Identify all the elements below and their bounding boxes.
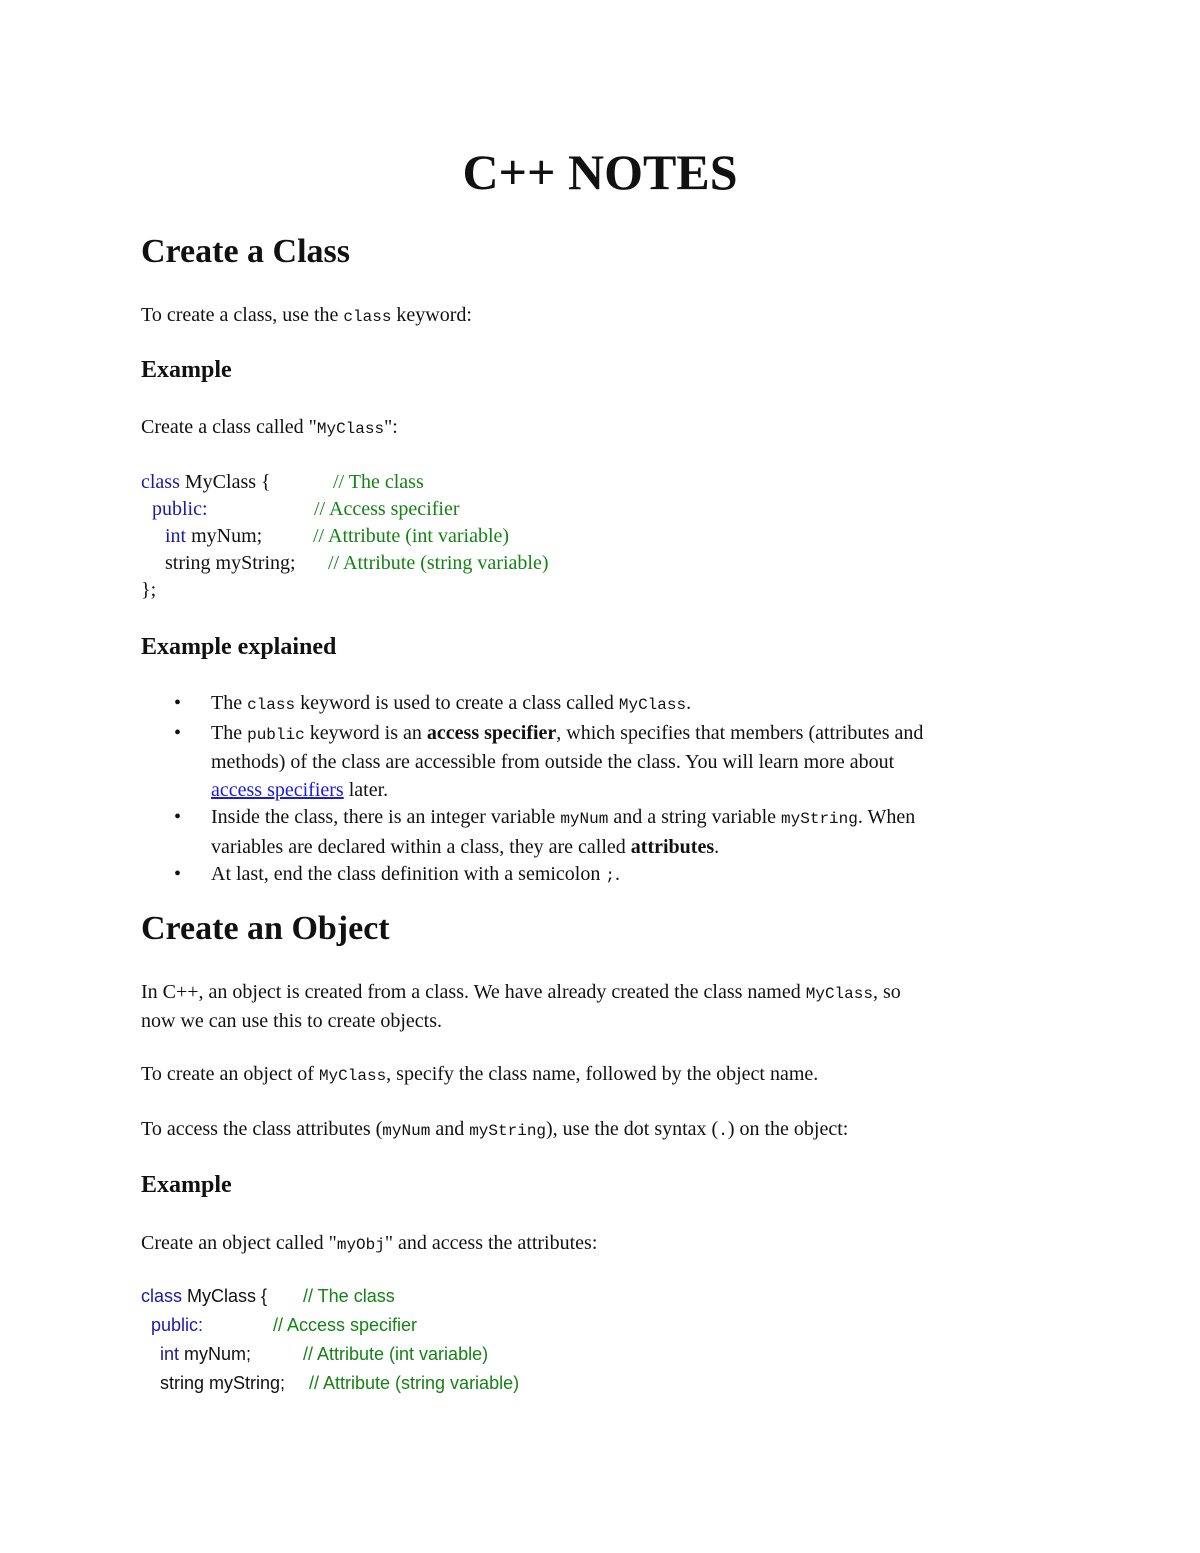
heading-create-a-class: Create a Class [141, 233, 350, 270]
code-line: string myString; // Attribute (string variable) [141, 1369, 285, 1398]
example-heading-2: Example [141, 1172, 232, 1198]
code-comment: // Attribute (string variable) [309, 1373, 520, 1393]
intro-paragraph: To create a class, use the class keyword: [141, 304, 472, 326]
example-caption-2: Create an object called "myObj" and access the attributes: [141, 1232, 598, 1254]
code-comment: // The class [333, 471, 424, 493]
code-line: }; [141, 579, 157, 601]
document-title: C++ NOTES [462, 144, 738, 200]
code-line: public: // Access specifier [141, 496, 296, 523]
example-explained-heading: Example explained [141, 634, 337, 660]
explanation-list [141, 690, 1151, 891]
access-specifiers-link[interactable]: access specifiers [211, 778, 344, 801]
code-block-class [141, 469, 549, 604]
example-heading: Example [141, 357, 232, 383]
code-comment: // Attribute (int variable) [303, 1344, 489, 1364]
list-item: • The class keyword is used to create a class called MyClass. [211, 690, 1151, 720]
object-paragraph-2: To create an object of MyClass, specify the class name, followed by the object name. [141, 1063, 819, 1085]
list-item: • Inside the class, there is an integer variable myNum and a string variable myString. When variables are declared within a class, they are called attributes. [211, 804, 1151, 861]
object-paragraph-3: To access the class attributes (myNum and myString), use the dot syntax (.) on the object: [141, 1118, 849, 1140]
code-comment: // Attribute (int variable) [313, 525, 510, 547]
list-item: • The public keyword is an access specifier, which specifies that members (attributes and methods) of the class are accessible from outside the class. You will learn more about access specifiers later. [211, 720, 1151, 805]
code-line: public: // Access specifier [141, 1311, 285, 1340]
code-line: class MyClass { // The class [141, 469, 296, 496]
inline-code: MyClass [316, 420, 385, 438]
inline-code: class [343, 308, 392, 326]
code-line: int myNum; // Attribute (int variable) [141, 523, 296, 550]
code-block-object [141, 1282, 520, 1398]
heading-create-an-object: Create an Object [141, 910, 390, 947]
code-line: class MyClass { // The class [141, 1282, 285, 1311]
code-comment: // Access specifier [273, 1315, 418, 1335]
code-comment: // Attribute (string variable) [328, 552, 549, 574]
code-comment: // Access specifier [314, 498, 460, 520]
example-caption: Create a class called "MyClass": [141, 416, 398, 438]
code-line: int myNum; // Attribute (int variable) [141, 1340, 285, 1369]
code-comment: // The class [303, 1286, 395, 1306]
code-line: string myString; // Attribute (string variable) [141, 550, 296, 577]
list-item: • At last, end the class definition with a semicolon ;. [211, 861, 1151, 891]
object-paragraph-1: In C++, an object is created from a class. We have already created the class named MyClass, so now we can use this to create objects. [141, 981, 901, 1032]
